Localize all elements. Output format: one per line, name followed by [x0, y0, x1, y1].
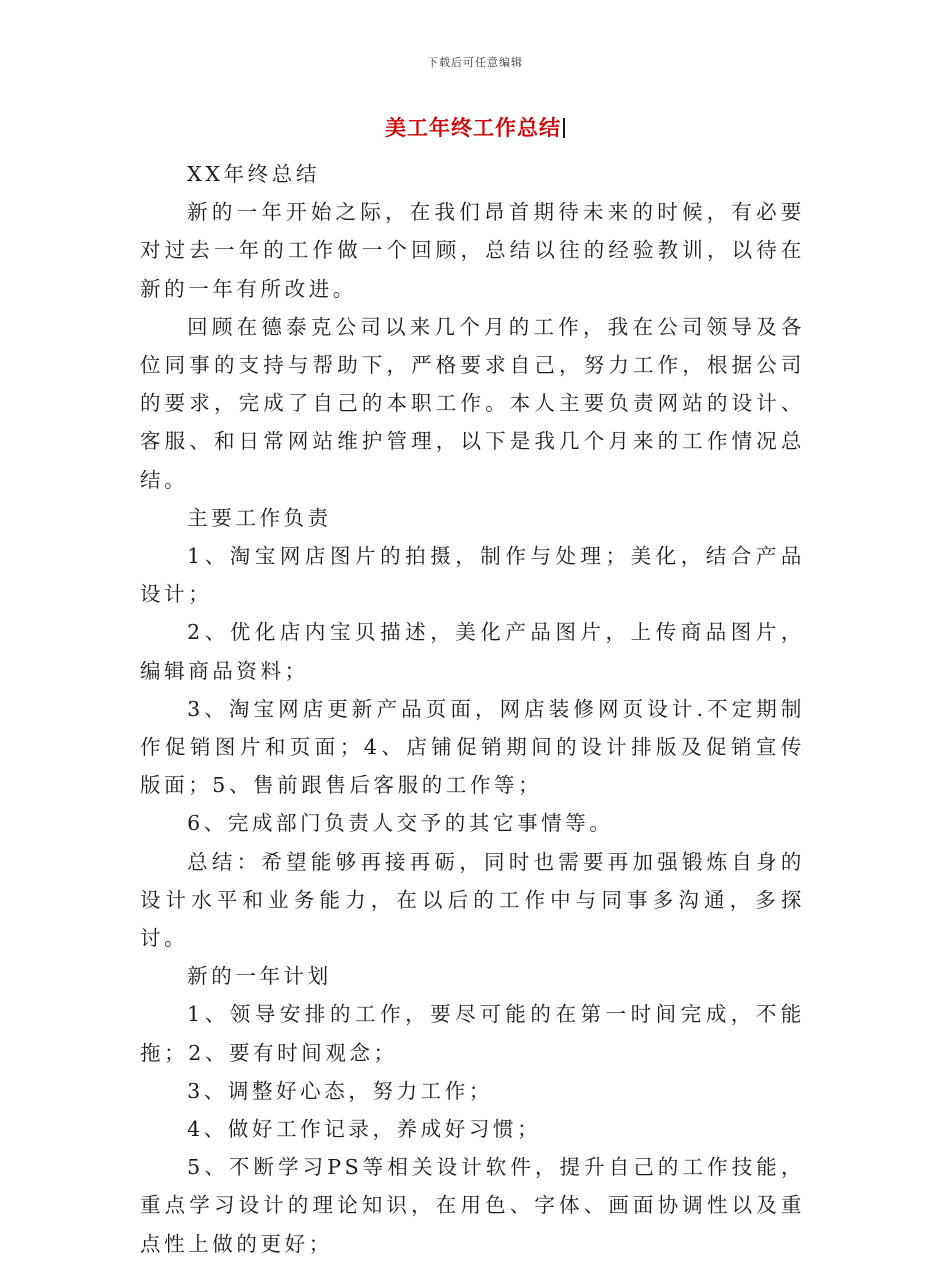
paragraph-plan-4: 4、做好工作记录，养成好习惯； — [187, 1117, 542, 1142]
document-title-text: 美工年终工作总结 — [385, 116, 561, 140]
paragraph-intro: 新的一年开始之际，在我们昂首期待未来的时候，有必要对过去一年的工作做一个回顾，总结以往的经验教训，以待在新的一年有所改进。 — [140, 200, 805, 301]
document-body — [140, 155, 805, 1263]
paragraph-duty-1: 1、淘宝网店图片的拍摄，制作与处理；美化，结合产品设计； — [140, 544, 805, 607]
paragraph-heading-year-summary: XX年终总结 — [187, 162, 320, 186]
text-cursor — [563, 118, 565, 138]
header-note: 下载后可任意编辑 — [427, 56, 523, 69]
paragraph-plan-3: 3、调整好心态，努力工作； — [187, 1078, 493, 1103]
paragraph-plan-5: 5、不断学习PS等相关设计软件，提升自己的工作技能，重点学习设计的理论知识，在用色、字体、画面协调性以及重点性上做的更好； — [140, 1155, 805, 1256]
paragraph-heading-plan: 新的一年计划 — [187, 964, 332, 989]
paragraph-plan-1-2: 1、领导安排的工作，要尽可能的在第一时间完成，不能拖；2、要有时间观念； — [140, 1002, 805, 1065]
paragraph-duty-3-5: 3、淘宝网店更新产品页面，网店装修网页设计.不定期制作促销图片和页面；4、店铺促销期间的设计排版及促销宣传版面；5、售前跟售后客服的工作等； — [140, 696, 805, 798]
paragraph-duty-6: 6、完成部门负责人交予的其它事情等。 — [187, 811, 614, 836]
paragraph-summary: 总结：希望能够再接再砺，同时也需要再加强锻炼自身的设计水平和业务能力，在以后的工作中与同事多沟通，多探讨。 — [140, 849, 805, 951]
paragraph-duty-2: 2、优化店内宝贝描述，美化产品图片，上传商品图片，编辑商品资料； — [140, 620, 805, 683]
document-title — [0, 112, 950, 142]
paragraph-heading-duties: 主要工作负责 — [187, 505, 332, 530]
paragraph-review: 回顾在德泰克公司以来几个月的工作，我在公司领导及各位同事的支持与帮助下，严格要求自己，努力工作，根据公司的要求，完成了自己的本职工作。本人主要负责网站的设计、客服、和日常网站维护管理，以下是我几个月来的工作情况总结。 — [140, 314, 805, 492]
